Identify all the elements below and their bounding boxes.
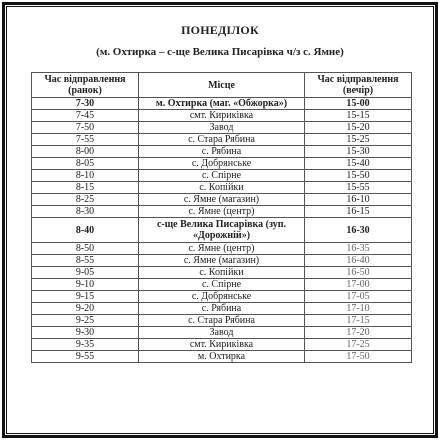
place-cell: смт. Кириківка <box>139 339 305 351</box>
evening-time-cell: 16-35 <box>305 243 412 255</box>
place-cell: с. Спірне <box>139 170 305 182</box>
header-evening: Час відправлення (вечір) <box>305 73 412 98</box>
evening-time-cell: 15-40 <box>305 158 412 170</box>
evening-time-cell: 15-55 <box>305 182 412 194</box>
evening-time-cell: 16-50 <box>305 267 412 279</box>
morning-time-cell: 8-50 <box>32 243 139 255</box>
evening-time-cell: 17-10 <box>305 303 412 315</box>
evening-time-cell: 17-15 <box>305 315 412 327</box>
place-cell: Завод <box>139 122 305 134</box>
table-row <box>32 98 412 110</box>
table-row <box>32 194 412 206</box>
evening-time-cell: 15-50 <box>305 170 412 182</box>
place-cell: с. Стара Рябина <box>139 134 305 146</box>
place-cell: с-ще Велика Писарівка (зуп. «Дорожній») <box>139 218 305 243</box>
place-cell: с. Копійки <box>139 267 305 279</box>
place-cell: с. Рябина <box>139 146 305 158</box>
morning-time-cell: 9-25 <box>32 315 139 327</box>
morning-time-cell: 8-30 <box>32 206 139 218</box>
table-row <box>32 158 412 170</box>
table-row <box>32 110 412 122</box>
place-cell: с. Добрянське <box>139 158 305 170</box>
place-cell: смт. Кириківка <box>139 110 305 122</box>
evening-time-cell: 17-50 <box>305 351 412 363</box>
schedule-table <box>31 72 412 363</box>
morning-time-cell: 7-45 <box>32 110 139 122</box>
evening-time-cell: 15-00 <box>305 98 412 110</box>
table-row <box>32 218 412 243</box>
morning-time-cell: 7-50 <box>32 122 139 134</box>
evening-time-cell: 17-00 <box>305 279 412 291</box>
table-row <box>32 351 412 363</box>
evening-time-cell: 15-20 <box>305 122 412 134</box>
table-row <box>32 339 412 351</box>
place-cell: с. Рябина <box>139 303 305 315</box>
evening-time-cell: 16-10 <box>305 194 412 206</box>
morning-time-cell: 8-15 <box>32 182 139 194</box>
evening-time-cell: 17-20 <box>305 327 412 339</box>
table-row <box>32 315 412 327</box>
place-cell: с. Стара Рябина <box>139 315 305 327</box>
route-subtitle: (м. Охтирка – с-ще Велика Писарівка ч/з с. Ямне) <box>96 46 344 58</box>
place-cell: с. Ямне (центр) <box>139 206 305 218</box>
table-row <box>32 303 412 315</box>
evening-time-cell: 15-15 <box>305 110 412 122</box>
table-row <box>32 291 412 303</box>
place-cell: с. Добрянське <box>139 291 305 303</box>
header-place: Місце <box>139 73 305 98</box>
page-title: ПОНЕДІЛОК <box>181 23 259 37</box>
place-cell: с. Ямне (магазин) <box>139 255 305 267</box>
evening-time-cell: 15-30 <box>305 146 412 158</box>
place-cell: с. Ямне (центр) <box>139 243 305 255</box>
morning-time-cell: 7-55 <box>32 134 139 146</box>
header-morning: Час відправлення (ранок) <box>32 73 139 98</box>
place-cell: м. Охтирка (маг. «Обжорка») <box>139 98 305 110</box>
place-cell: с. Копійки <box>139 182 305 194</box>
table-row <box>32 243 412 255</box>
table-row <box>32 267 412 279</box>
table-row <box>32 255 412 267</box>
evening-time-cell: 17-25 <box>305 339 412 351</box>
morning-time-cell: 8-55 <box>32 255 139 267</box>
morning-time-cell: 8-25 <box>32 194 139 206</box>
place-cell: м. Охтирка <box>139 351 305 363</box>
evening-time-cell: 16-30 <box>305 218 412 243</box>
table-row <box>32 279 412 291</box>
evening-time-cell: 15-25 <box>305 134 412 146</box>
evening-time-cell: 17-05 <box>305 291 412 303</box>
morning-time-cell: 8-00 <box>32 146 139 158</box>
table-row <box>32 146 412 158</box>
morning-time-cell: 8-05 <box>32 158 139 170</box>
morning-time-cell: 9-05 <box>32 267 139 279</box>
morning-time-cell: 9-20 <box>32 303 139 315</box>
morning-time-cell: 7-30 <box>32 98 139 110</box>
morning-time-cell: 9-10 <box>32 279 139 291</box>
header-row <box>32 73 412 98</box>
morning-time-cell: 8-10 <box>32 170 139 182</box>
morning-time-cell: 9-35 <box>32 339 139 351</box>
place-cell: с. Ямне (магазин) <box>139 194 305 206</box>
morning-time-cell: 9-15 <box>32 291 139 303</box>
place-cell: Завод <box>139 327 305 339</box>
evening-time-cell: 16-15 <box>305 206 412 218</box>
evening-time-cell: 16-40 <box>305 255 412 267</box>
morning-time-cell: 9-30 <box>32 327 139 339</box>
table-row <box>32 182 412 194</box>
table-row <box>32 122 412 134</box>
table-row <box>32 327 412 339</box>
table-row <box>32 170 412 182</box>
morning-time-cell: 9-55 <box>32 351 139 363</box>
table-row <box>32 206 412 218</box>
morning-time-cell: 8-40 <box>32 218 139 243</box>
table-row <box>32 134 412 146</box>
place-cell: с. Спірне <box>139 279 305 291</box>
